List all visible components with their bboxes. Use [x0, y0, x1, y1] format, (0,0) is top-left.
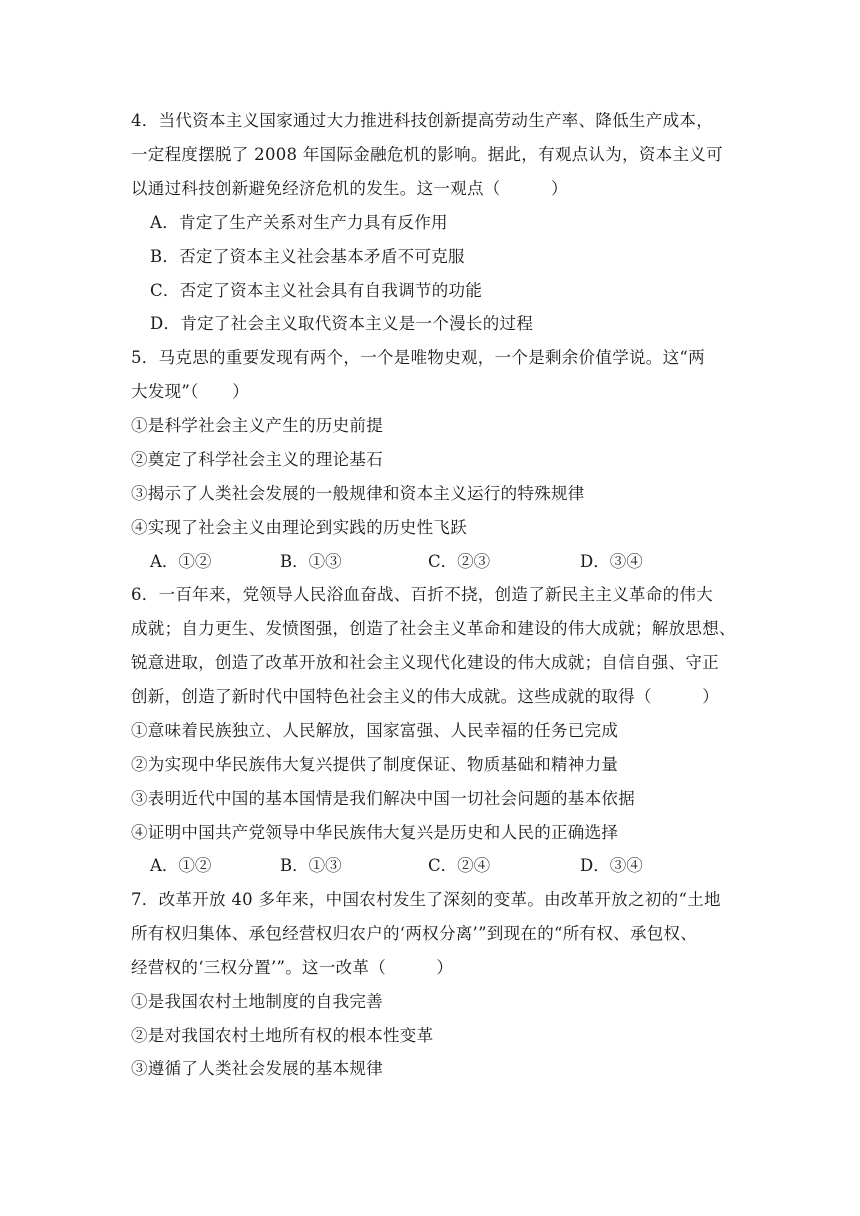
question-5-choice-b: B．①③ — [280, 552, 342, 571]
question-5-statement-1: ①是科学社会主义产生的历史前提 — [131, 416, 383, 435]
question-7-statement-2: ②是对我国农村土地所有权的根本性变革 — [131, 1026, 434, 1045]
question-6-statement-2: ②为实现中华民族伟大复兴提供了制度保证、物质基础和精神力量 — [131, 755, 619, 774]
question-6-choice-a: A．①② — [150, 856, 212, 875]
question-4-option-c: C．否定了资本主义社会具有自我调节的功能 — [150, 281, 483, 300]
question-6-statement-1: ①意味着民族独立、人民解放，国家富强、人民幸福的任务已完成 — [131, 721, 619, 740]
question-5-statement-3: ③揭示了人类社会发展的一般规律和资本主义运行的特殊规律 — [131, 484, 585, 503]
question-6-statement-4: ④证明中国共产党领导中华民族伟大复兴是历史和人民的正确选择 — [131, 823, 619, 842]
question-7-line-1: 7．改革开放 40 多年来，中国农村发生了深刻的变革。由改革开放之初的“土地 — [131, 890, 721, 909]
question-7-line-3: 经营权的‘三权分置’”。这一改革（ ） — [131, 958, 454, 977]
question-5-line-2: 大发现”（ ） — [131, 382, 250, 401]
question-4-option-a: A．肯定了生产关系对生产力具有反作用 — [150, 213, 448, 232]
question-4-option-d: D．肯定了社会主义取代资本主义是一个漫长的过程 — [150, 314, 534, 333]
question-4-line-2: 一定程度摆脱了 2008 年国际金融危机的影响。据此，有观点认为，资本主义可 — [131, 145, 723, 164]
question-6-line-4: 创新，创造了新时代中国特色社会主义的伟大成就。这些成就的取得（ ） — [131, 687, 719, 706]
question-6-line-3: 锐意进取，创造了改革开放和社会主义现代化建设的伟大成就；自信自强、守正 — [131, 653, 719, 672]
question-6-choice-b: B．①③ — [280, 856, 342, 875]
question-7-line-2: 所有权归集体、承包经营权归农户的‘两权分离’”到现在的“所有权、承包权、 — [131, 924, 698, 943]
question-5-choice-c: C．②③ — [428, 552, 491, 571]
question-7-statement-3: ③遵循了人类社会发展的基本规律 — [131, 1059, 383, 1078]
question-4-option-b: B．否定了资本主义社会基本矛盾不可克服 — [150, 247, 465, 266]
question-5-choice-d: D．③④ — [580, 552, 643, 571]
question-5-choice-a: A．①② — [150, 552, 212, 571]
question-7-statement-1: ①是我国农村土地制度的自我完善 — [131, 992, 383, 1011]
question-6-line-2: 成就；自力更生、发愤图强，创造了社会主义革命和建设的伟大成就；解放思想、 — [131, 619, 736, 638]
question-5-statement-2: ②奠定了科学社会主义的理论基石 — [131, 450, 383, 469]
question-4-line-3: 以通过科技创新避免经济危机的发生。这一观点（ ） — [131, 179, 568, 198]
question-6-line-1: 6．一百年来，党领导人民浴血奋战、百折不挠，创造了新民主主义革命的伟大 — [131, 585, 713, 604]
question-5-line-1: 5．马克思的重要发现有两个，一个是唯物史观，一个是剩余价值学说。这“两 — [131, 348, 705, 367]
question-4-line-1: 4．当代资本主义国家通过大力推进科技创新提高劳动生产率、降低生产成本， — [131, 111, 713, 130]
question-5-statement-4: ④实现了社会主义由理论到实践的历史性飞跃 — [131, 518, 467, 537]
question-6-statement-3: ③表明近代中国的基本国情是我们解决中国一切社会问题的基本依据 — [131, 789, 635, 808]
question-6-choice-c: C．②④ — [428, 856, 491, 875]
question-6-choice-d: D．③④ — [580, 856, 643, 875]
